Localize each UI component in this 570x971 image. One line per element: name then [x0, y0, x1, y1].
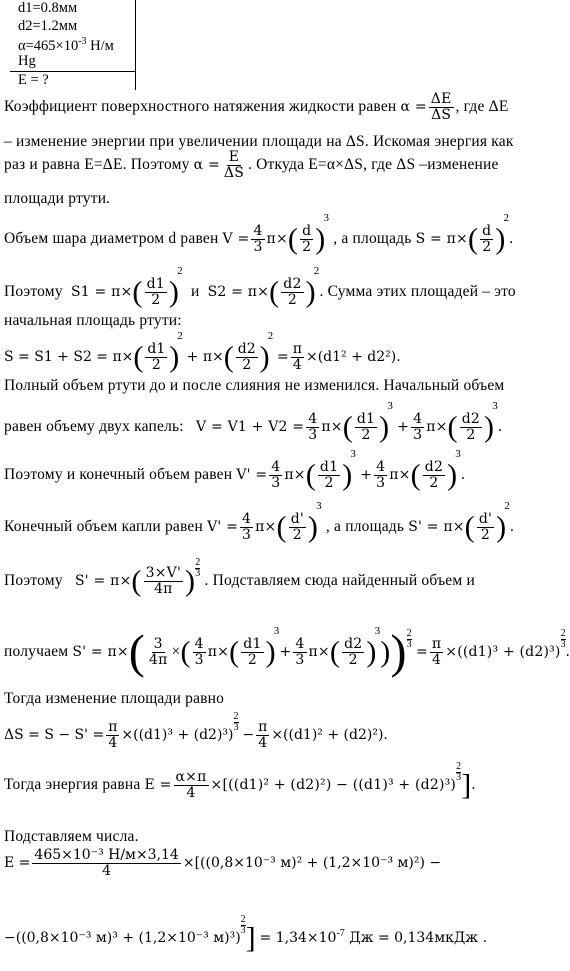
text-line-5: Объем шара диаметром d равен V = $\frac{4}{3}$ π×( $\frac{d}{2}$ )3 , а площадь S = π×( $\frac{d}{2}$ )2.	[4, 212, 514, 256]
given-vertical-line	[135, 0, 136, 90]
text-line-4: площади ртути.	[4, 190, 111, 207]
text-line-9: Полный объем ртути до и после слияния не изменился. Начальный объем	[4, 377, 505, 394]
formula-energy: Тогда энергия равна E = $\frac{\alpha\times\pi}{4}$ ×[((d1)² + (d2)²) − ((d1)³ + (d2)³) $\frac{2}{3}$ ].	[4, 761, 476, 802]
text-line-2: – изменение энергии при увеличении площади на ΔS. Искомая энергия как	[4, 133, 514, 150]
text-line-18: Подставляем числа.	[4, 828, 139, 845]
given-box	[0, 0, 136, 90]
formula-numbers-2: −((0,8×10⁻³ м)³ + (1,2×10⁻³ м)³) $\frac{2}{3}$ ] = $1,34\times 10^{-7}$ Дж = 0,134мкДж .	[4, 914, 488, 955]
formula-delta-s: ΔS = S − S' = $\frac{\pi}{4}$ ×((d1)³ + (d2)³) $\frac{2}{3}$ − $\frac{\pi}{4}$ ×((d1)² + (d2)²).	[4, 711, 388, 751]
given-substance: Hg	[18, 53, 36, 69]
text-line-3: раз и равна E=ΔE. Поэтому α = $\frac{E}{\Delta S}$ . Откуда E=α×ΔS, где ΔS –изменение	[4, 149, 499, 181]
text-line-15: Тогда изменение площади равно	[4, 690, 225, 707]
text-line-10: равен объему двух капель: V = V1 + V2 = $\frac{4}{3}$ π×( $\frac{d1}{2}$ )3 + $\frac{4}{3}$ π×( $\frac{d2}{2}$ )3.	[4, 400, 503, 444]
text-line-12: Конечный объем капли равен V' = $\frac{4}{3}$ π×( $\frac{d'}{2}$ )3 , а площадь S' = π×( $\frac{d'}{2}$ )2.	[4, 500, 515, 544]
text-line-6: Поэтому S1 = π×( $\frac{d1}{2}$ )2 и S2 = π×( $\frac{d2}{2}$ )2. Сумма этих площадей – это	[4, 265, 516, 309]
given-alpha: $\alpha=465\times 10^{-3}$ Н/м	[18, 36, 114, 54]
formula-sprime: получаем S' = π×( $\frac{3}{4\pi}$ ×( $\frac{4}{3}$ π×( $\frac{d1}{2}$ )3+ $\frac{4}{3}$ π×( $\frac{d2}{2}$ )3)) $\frac{2}{3}$ = $\frac{\pi}{4}$ ×((d1)³ + (d2)³) $\frac{2}{3}$ .	[4, 625, 570, 679]
given-d2: d2=1.2мм	[18, 18, 78, 34]
formula-sum-area: S = S1 + S2 = π×( $\frac{d1}{2}$ )2 + π×( $\frac{d2}{2}$ )2 = $\frac{\pi}{4}$ ×(d1² + d2²).	[4, 330, 401, 374]
given-find: E = ?	[18, 72, 49, 88]
text-line-11: Поэтому и конечный объем равен V' = $\frac{4}{3}$ π×( $\frac{d1}{2}$ )3 + $\frac{4}{3}$ π×( $\frac{d2}{2}$ )3.	[4, 448, 466, 492]
given-d1: d1=0.8мм	[18, 0, 78, 16]
formula-numbers-1: E = 465×10⁻³ Н/м×3,14 4 ×[((0,8×10⁻³ м)² + (1,2×10⁻³ м)²) −	[4, 847, 442, 879]
text-line-1: Коэффициент поверхностного натяжения жидкости равен α = $\frac{\Delta E}{\Delta S}$ , где ΔE	[4, 91, 509, 123]
text-line-13: Поэтому S' = π×( $\frac{3\times V'}{4\pi}$ ) $\frac{2}{3}$ . Подставляем сюда найденный объем и	[4, 557, 475, 598]
text-line-7: начальная площадь ртути:	[4, 312, 182, 329]
